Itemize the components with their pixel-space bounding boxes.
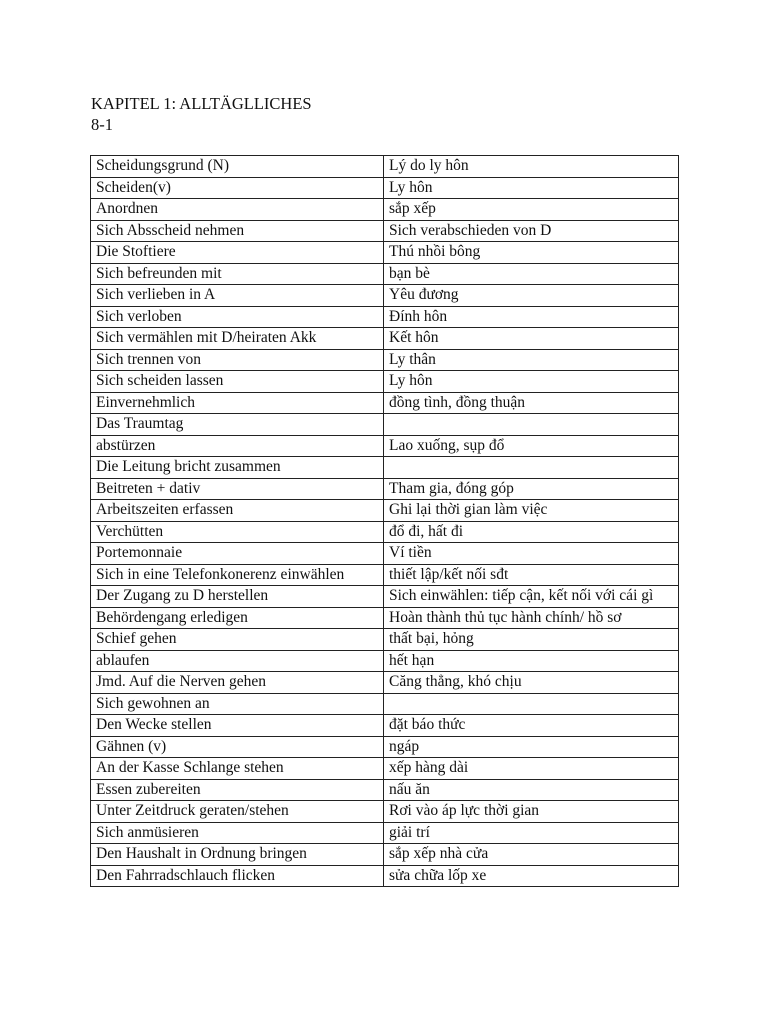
vocabulary-table [90, 155, 679, 887]
vietnamese-meaning-cell: đồng tình, đồng thuận [384, 392, 679, 414]
table-row [91, 328, 679, 350]
vietnamese-meaning-cell: Đính hôn [384, 306, 679, 328]
heading-block [91, 93, 312, 135]
table-row [91, 865, 679, 887]
table-row [91, 457, 679, 479]
german-term-cell: Sich in eine Telefonkonerenz einwählen [91, 564, 384, 586]
german-term-cell: Anordnen [91, 199, 384, 221]
vietnamese-meaning-cell: Rơi vào áp lực thời gian [384, 801, 679, 823]
german-term-cell: Einvernehmlich [91, 392, 384, 414]
german-term-cell: Die Stoftiere [91, 242, 384, 264]
table-row [91, 242, 679, 264]
table-row [91, 822, 679, 844]
vietnamese-meaning-cell [384, 414, 679, 436]
vietnamese-meaning-cell: bạn bè [384, 263, 679, 285]
german-term-cell: Essen zubereiten [91, 779, 384, 801]
german-term-cell: Sich vermählen mit D/heiraten Akk [91, 328, 384, 350]
vietnamese-meaning-cell: Căng thẳng, khó chịu [384, 672, 679, 694]
german-term-cell: Scheiden(v) [91, 177, 384, 199]
german-term-cell: Beitreten + dativ [91, 478, 384, 500]
german-term-cell: Sich befreunden mit [91, 263, 384, 285]
vietnamese-meaning-cell: đặt báo thức [384, 715, 679, 737]
vietnamese-meaning-cell: xếp hàng dài [384, 758, 679, 780]
table-row [91, 650, 679, 672]
german-term-cell: Unter Zeitdruck geraten/stehen [91, 801, 384, 823]
german-term-cell: Den Fahrradschlauch flicken [91, 865, 384, 887]
table-row [91, 392, 679, 414]
vietnamese-meaning-cell: Kết hôn [384, 328, 679, 350]
table-row [91, 779, 679, 801]
table-row [91, 672, 679, 694]
vietnamese-meaning-cell: Ghi lại thời gian làm việc [384, 500, 679, 522]
table-row [91, 521, 679, 543]
table-row [91, 478, 679, 500]
vietnamese-meaning-cell: Thú nhồi bông [384, 242, 679, 264]
german-term-cell: Sich scheiden lassen [91, 371, 384, 393]
german-term-cell: Der Zugang zu D herstellen [91, 586, 384, 608]
german-term-cell: Gähnen (v) [91, 736, 384, 758]
german-term-cell: Sich anmüsieren [91, 822, 384, 844]
vietnamese-meaning-cell: Ly thân [384, 349, 679, 371]
vietnamese-meaning-cell: Lý do ly hôn [384, 156, 679, 178]
table-row [91, 758, 679, 780]
chapter-title: KAPITEL 1: ALLTÄGLLICHES [91, 94, 312, 113]
vietnamese-meaning-cell: Ví tiền [384, 543, 679, 565]
vietnamese-meaning-cell: hết hạn [384, 650, 679, 672]
german-term-cell: Arbeitszeiten erfassen [91, 500, 384, 522]
vietnamese-meaning-cell: Tham gia, đóng góp [384, 478, 679, 500]
table-row [91, 586, 679, 608]
german-term-cell: Jmd. Auf die Nerven gehen [91, 672, 384, 694]
german-term-cell: Verchütten [91, 521, 384, 543]
german-term-cell: Sich verloben [91, 306, 384, 328]
german-term-cell: Portemonnaie [91, 543, 384, 565]
table-row [91, 435, 679, 457]
german-term-cell: abstürzen [91, 435, 384, 457]
table-row [91, 371, 679, 393]
german-term-cell: Sich gewohnen an [91, 693, 384, 715]
german-term-cell: Sich trennen von [91, 349, 384, 371]
table-row [91, 414, 679, 436]
vietnamese-meaning-cell: đổ đi, hất đi [384, 521, 679, 543]
vietnamese-meaning-cell: sắp xếp [384, 199, 679, 221]
table-row [91, 156, 679, 178]
table-row [91, 220, 679, 242]
table-row [91, 285, 679, 307]
table-row [91, 801, 679, 823]
table-row [91, 629, 679, 651]
german-term-cell: Sich verlieben in A [91, 285, 384, 307]
table-row [91, 844, 679, 866]
table-row [91, 607, 679, 629]
table-row [91, 500, 679, 522]
vietnamese-meaning-cell: Ly hôn [384, 177, 679, 199]
table-row [91, 263, 679, 285]
table-row [91, 736, 679, 758]
german-term-cell: Das Traumtag [91, 414, 384, 436]
vietnamese-meaning-cell: Lao xuống, sụp đổ [384, 435, 679, 457]
vocabulary-table-body [91, 156, 679, 887]
vietnamese-meaning-cell: thiết lập/kết nối sđt [384, 564, 679, 586]
german-term-cell: Sich Absscheid nehmen [91, 220, 384, 242]
german-term-cell: Behördengang erledigen [91, 607, 384, 629]
vietnamese-meaning-cell: Sich einwählen: tiếp cận, kết nối với cái gì [384, 586, 679, 608]
german-term-cell: Schief gehen [91, 629, 384, 651]
vietnamese-meaning-cell: sắp xếp nhà cửa [384, 844, 679, 866]
vietnamese-meaning-cell: ngáp [384, 736, 679, 758]
german-term-cell: Scheidungsgrund (N) [91, 156, 384, 178]
table-row [91, 306, 679, 328]
vietnamese-meaning-cell [384, 693, 679, 715]
german-term-cell: Den Wecke stellen [91, 715, 384, 737]
table-row [91, 715, 679, 737]
table-row [91, 543, 679, 565]
german-term-cell: Die Leitung bricht zusammen [91, 457, 384, 479]
table-row [91, 349, 679, 371]
german-term-cell: An der Kasse Schlange stehen [91, 758, 384, 780]
vietnamese-meaning-cell: sửa chữa lốp xe [384, 865, 679, 887]
vietnamese-meaning-cell: thất bại, hỏng [384, 629, 679, 651]
vietnamese-meaning-cell: Hoàn thành thủ tục hành chính/ hồ sơ [384, 607, 679, 629]
german-term-cell: ablaufen [91, 650, 384, 672]
vietnamese-meaning-cell: Yêu đương [384, 285, 679, 307]
vietnamese-meaning-cell: Ly hôn [384, 371, 679, 393]
vietnamese-meaning-cell [384, 457, 679, 479]
vietnamese-meaning-cell: giải trí [384, 822, 679, 844]
table-row [91, 564, 679, 586]
vietnamese-meaning-cell: nấu ăn [384, 779, 679, 801]
table-row [91, 693, 679, 715]
table-row [91, 177, 679, 199]
german-term-cell: Den Haushalt in Ordnung bringen [91, 844, 384, 866]
vietnamese-meaning-cell: Sich verabschieden von D [384, 220, 679, 242]
table-row [91, 199, 679, 221]
section-number: 8-1 [91, 115, 113, 134]
